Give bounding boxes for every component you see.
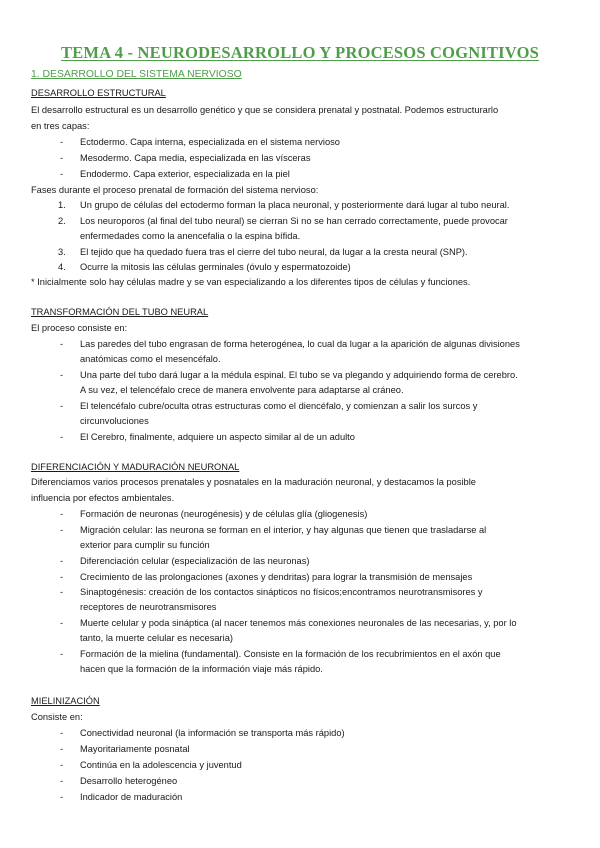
list-item-continuation: enfermedades como la anencefalia o la espina bífida. xyxy=(80,231,301,241)
list-item: Ectodermo. Capa interna, especializada en el sistema nervioso xyxy=(80,137,340,147)
section-heading: 1. DESARROLLO DEL SISTEMA NERVIOSO xyxy=(31,69,242,80)
list-item: Las paredes del tubo engrasan de forma heterogénea, lo cual da lugar a la aparición de algunas divisiones xyxy=(80,339,520,349)
list-item: Desarrollo heterogéneo xyxy=(80,776,178,786)
subsection-heading-tubo-neural: TRANSFORMACIÓN DEL TUBO NEURAL xyxy=(31,307,209,317)
list-item: Migración celular: las neurona se forman en el interior, y hay algunas que tienen que trasladarse al xyxy=(80,525,487,535)
list-number: 4. xyxy=(58,262,66,272)
list-number: 2. xyxy=(58,216,66,226)
paragraph-line: Diferenciamos varios procesos prenatales y posnatales en la maduración neuronal, y destacamos la posible xyxy=(31,477,476,487)
list-item: Una parte del tubo dará lugar a la médula espinal. El tubo se va plegando y adquiriendo forma de cerebro. xyxy=(80,370,518,380)
list-item-continuation: receptores de neurotransmisores xyxy=(80,602,217,612)
list-item: Mesodermo. Capa media, especializada en las vísceras xyxy=(80,153,311,163)
bullet-dash: - xyxy=(60,587,64,597)
list-item: Diferenciación celular (especialización de las neuronas) xyxy=(80,556,310,566)
bullet-dash: - xyxy=(60,776,64,786)
list-item-continuation: anatómicas como el mesencéfalo. xyxy=(80,354,221,364)
list-item-continuation: tanto, la muerte celular es necesaria) xyxy=(80,633,233,643)
list-item: El tejido que ha quedado fuera tras el cierre del tubo neural, da lugar a la cresta neural (SNP). xyxy=(80,247,468,257)
list-item: Ocurre la mitosis las células germinales (óvulo y espermatozoide) xyxy=(80,262,351,272)
paragraph-line: en tres capas: xyxy=(31,121,90,131)
note: * Inicialmente solo hay células madre y se van especializando a los diferentes tipos de células y funciones. xyxy=(31,277,471,287)
subsection-heading-diferenciacion: DIFERENCIACIÓN Y MADURACIÓN NEURONAL xyxy=(31,462,240,472)
list-item: Formación de la mielina (fundamental). Consiste en la formación de los recubrimientos en el axón que xyxy=(80,649,501,659)
bullet-dash: - xyxy=(60,792,64,802)
bullet-dash: - xyxy=(60,556,64,566)
list-number: 1. xyxy=(58,200,66,210)
document-title: TEMA 4 - NEURODESARROLLO Y PROCESOS COGNITIVOS xyxy=(61,43,539,62)
paragraph-line: influencia por efectos ambientales. xyxy=(31,493,175,503)
paragraph-line: Consiste en: xyxy=(31,712,83,722)
paragraph-line: El proceso consiste en: xyxy=(31,323,128,333)
bullet-dash: - xyxy=(60,618,64,628)
list-item: Indicador de maduración xyxy=(80,792,183,802)
list-item-continuation: exterior para cumplir su función xyxy=(80,540,210,550)
list-number: 3. xyxy=(58,247,66,257)
list-item: Muerte celular y poda sináptica (al nacer tenemos más conexiones neuronales de las necesarias, y, por lo xyxy=(80,618,517,628)
bullet-dash: - xyxy=(60,744,64,754)
list-item: Conectividad neuronal (la información se transporta más rápido) xyxy=(80,728,345,738)
list-item: Sinaptogénesis: creación de los contactos sinápticos no físicos;encontramos neurotransmisores y xyxy=(80,587,483,597)
bullet-dash: - xyxy=(60,401,64,411)
list-item-continuation: hacen que la formación de la información viaje más rápido. xyxy=(80,664,323,674)
bullet-dash: - xyxy=(60,509,64,519)
list-item-continuation: circunvoluciones xyxy=(80,416,149,426)
bullet-dash: - xyxy=(60,339,64,349)
list-item: Crecimiento de las prolongaciones (axones y dendritas) para lograr la transmisión de mensajes xyxy=(80,572,473,582)
list-item: Un grupo de células del ectodermo forman la placa neuronal, y posteriormente dará lugar al tubo neural. xyxy=(80,200,510,210)
bullet-dash: - xyxy=(60,649,64,659)
bullet-dash: - xyxy=(60,572,64,582)
bullet-dash: - xyxy=(60,137,64,147)
list-item: Endodermo. Capa exterior, especializada en la piel xyxy=(80,169,290,179)
list-item: Mayoritariamente posnatal xyxy=(80,744,190,754)
bullet-dash: - xyxy=(60,525,64,535)
bullet-dash: - xyxy=(60,760,64,770)
paragraph-line: El desarrollo estructural es un desarrollo genético y que se considera prenatal y postnatal. Podemos estructurarlo xyxy=(31,105,499,115)
list-item-continuation: A su vez, el telencéfalo crece de manera envolvente para adaptarse al cráneo. xyxy=(80,385,404,395)
list-item: Los neuroporos (al final del tubo neural) se cierran Si no se han cerrado correctamente, puede provocar xyxy=(80,216,508,226)
list-item: El telencéfalo cubre/oculta otras estructuras como el diencéfalo, y comienzan a salir los surcos y xyxy=(80,401,478,411)
subsection-heading-mielinizacion: MIELINIZACIÓN xyxy=(31,696,100,706)
bullet-dash: - xyxy=(60,728,64,738)
bullet-dash: - xyxy=(60,432,64,442)
list-item: Formación de neuronas (neurogénesis) y de células glía (gliogenesis) xyxy=(80,509,368,519)
subsection-heading-desarrollo: DESARROLLO ESTRUCTURAL xyxy=(31,88,166,98)
bullet-dash: - xyxy=(60,370,64,380)
list-item: El Cerebro, finalmente, adquiere un aspecto similar al de un adulto xyxy=(80,432,355,442)
bullet-dash: - xyxy=(60,169,64,179)
list-item: Continúa en la adolescencia y juventud xyxy=(80,760,242,770)
bullet-dash: - xyxy=(60,153,64,163)
paragraph-line: Fases durante el proceso prenatal de formación del sistema nervioso: xyxy=(31,185,319,195)
